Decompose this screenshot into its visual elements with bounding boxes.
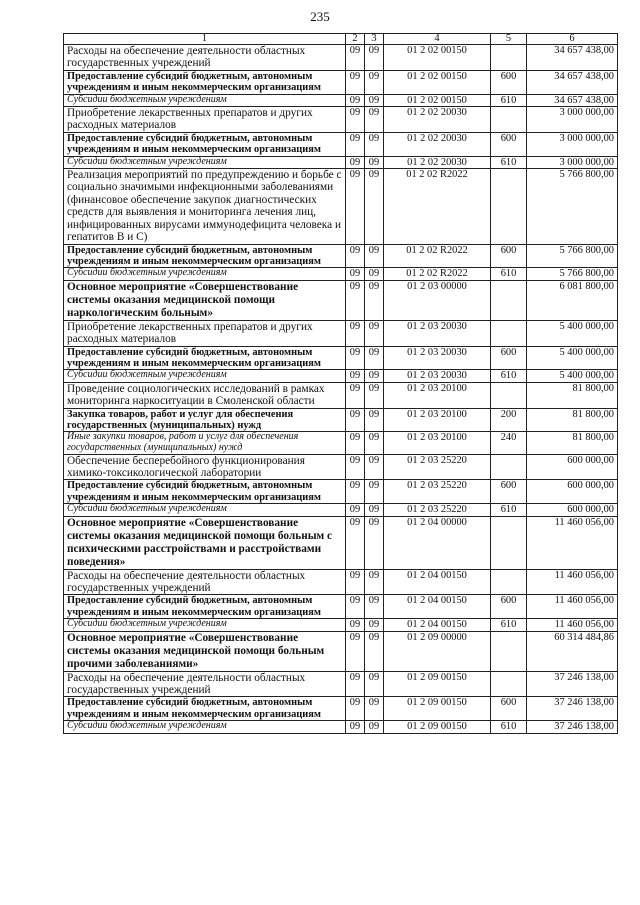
row-subsection-code: 09 [365,244,384,268]
row-expense-type: 610 [491,94,527,106]
row-section-code: 09 [346,480,365,504]
row-name: Субсидии бюджетным учреждениям [64,619,346,631]
row-name: Предоставление субсидий бюджетным, автономным учреждениям и иным некоммерческим организациям [64,697,346,721]
row-target-code: 01 2 02 00150 [384,94,491,106]
row-section-code: 09 [346,156,365,168]
row-name: Реализация мероприятий по предупреждению и борьбе с социально значимыми инфекционными заболеваниями (финансовое обеспечение закупок диагностических средств для выявления и мониторинга лечения лиц, инфицированных вирусами иммунодефицита человека и гепатитов В и С) [64,169,346,244]
row-subsection-code: 09 [365,280,384,320]
row-subsection-code: 09 [365,268,384,280]
row-target-code: 01 2 02 20030 [384,132,491,156]
row-expense-type [491,382,527,408]
table-row [64,320,618,346]
row-section-code: 09 [346,320,365,346]
row-expense-type [491,320,527,346]
table-row [64,370,618,382]
row-target-code: 01 2 02 20030 [384,156,491,168]
row-target-code: 01 2 03 00000 [384,280,491,320]
row-target-code: 01 2 04 00150 [384,569,491,595]
row-subsection-code: 09 [365,382,384,408]
column-number-row [64,34,618,45]
row-name: Предоставление субсидий бюджетным, автономным учреждениям и иным некоммерческим организациям [64,244,346,268]
table-row [64,671,618,697]
row-subsection-code: 09 [365,45,384,71]
row-expense-type [491,516,527,569]
table-row [64,280,618,320]
row-amount: 81 800,00 [527,432,618,454]
row-name: Предоставление субсидий бюджетным, автономным учреждениям и иным некоммерческим организациям [64,346,346,370]
table-row [64,595,618,619]
row-amount: 37 246 138,00 [527,721,618,733]
row-section-code: 09 [346,619,365,631]
table-row [64,107,618,133]
row-subsection-code: 09 [365,370,384,382]
row-amount: 37 246 138,00 [527,671,618,697]
row-name: Субсидии бюджетным учреждениям [64,504,346,516]
row-section-code: 09 [346,268,365,280]
row-target-code: 01 2 04 00150 [384,595,491,619]
row-target-code: 01 2 03 20100 [384,408,491,432]
row-section-code: 09 [346,631,365,671]
row-expense-type: 600 [491,595,527,619]
table-row [64,382,618,408]
row-subsection-code: 09 [365,516,384,569]
row-name: Субсидии бюджетным учреждениям [64,721,346,733]
table-row [64,156,618,168]
row-amount: 5 766 800,00 [527,169,618,244]
row-target-code: 01 2 02 R2022 [384,169,491,244]
row-name: Обеспечение бесперебойного функционирования химико-токсикологической лаборатории [64,454,346,480]
table-row [64,569,618,595]
row-section-code: 09 [346,45,365,71]
row-name: Основное мероприятие «Совершенствование системы оказания медицинской помощи наркологическим больным» [64,280,346,320]
row-amount: 34 657 438,00 [527,45,618,71]
row-name: Предоставление субсидий бюджетным, автономным учреждениям и иным некоммерческим организациям [64,480,346,504]
row-name: Субсидии бюджетным учреждениям [64,268,346,280]
row-subsection-code: 09 [365,671,384,697]
row-expense-type: 240 [491,432,527,454]
column-number: 4 [384,34,491,45]
row-target-code: 01 2 09 00150 [384,721,491,733]
table-row [64,70,618,94]
row-amount: 600 000,00 [527,480,618,504]
row-subsection-code: 09 [365,169,384,244]
row-section-code: 09 [346,107,365,133]
row-amount: 3 000 000,00 [527,107,618,133]
row-subsection-code: 09 [365,320,384,346]
row-subsection-code: 09 [365,432,384,454]
row-expense-type [491,169,527,244]
row-amount: 81 800,00 [527,408,618,432]
row-section-code: 09 [346,280,365,320]
row-section-code: 09 [346,244,365,268]
row-target-code: 01 2 09 00000 [384,631,491,671]
table-row [64,244,618,268]
table-body [64,45,618,734]
row-section-code: 09 [346,721,365,733]
row-subsection-code: 09 [365,697,384,721]
row-name: Основное мероприятие «Совершенствование системы оказания медицинской помощи больным прочими заболеваниями» [64,631,346,671]
row-subsection-code: 09 [365,454,384,480]
table-row [64,516,618,569]
table-row [64,45,618,71]
table-row [64,504,618,516]
row-target-code: 01 2 03 20100 [384,382,491,408]
row-subsection-code: 09 [365,504,384,516]
row-name: Приобретение лекарственных препаратов и других расходных материалов [64,107,346,133]
row-section-code: 09 [346,697,365,721]
row-section-code: 09 [346,595,365,619]
row-subsection-code: 09 [365,408,384,432]
row-name: Предоставление субсидий бюджетным, автономным учреждениям и иным некоммерческим организациям [64,132,346,156]
row-subsection-code: 09 [365,107,384,133]
row-section-code: 09 [346,169,365,244]
row-expense-type: 610 [491,619,527,631]
row-section-code: 09 [346,370,365,382]
row-expense-type: 610 [491,370,527,382]
budget-table [63,33,618,734]
row-amount: 60 314 484,86 [527,631,618,671]
table-header [64,34,618,45]
row-name: Субсидии бюджетным учреждениям [64,156,346,168]
page-number: 235 [310,9,330,24]
row-amount: 5 400 000,00 [527,346,618,370]
table-row [64,619,618,631]
row-name: Проведение социологических исследований в рамках мониторинга наркоситуации в Смоленской области [64,382,346,408]
row-subsection-code: 09 [365,132,384,156]
row-subsection-code: 09 [365,70,384,94]
table-row [64,432,618,454]
row-target-code: 01 2 03 20030 [384,370,491,382]
row-name: Основное мероприятие «Совершенствование системы оказания медицинской помощи больным с психическими расстройствами и расстройствами поведения» [64,516,346,569]
row-target-code: 01 2 03 25220 [384,480,491,504]
row-section-code: 09 [346,432,365,454]
row-expense-type [491,454,527,480]
row-subsection-code: 09 [365,156,384,168]
row-subsection-code: 09 [365,346,384,370]
row-section-code: 09 [346,132,365,156]
row-subsection-code: 09 [365,94,384,106]
row-name: Субсидии бюджетным учреждениям [64,370,346,382]
row-amount: 34 657 438,00 [527,70,618,94]
row-target-code: 01 2 03 20100 [384,432,491,454]
table-row [64,268,618,280]
row-amount: 11 460 056,00 [527,595,618,619]
table-row [64,697,618,721]
table-row [64,408,618,432]
row-amount: 3 000 000,00 [527,132,618,156]
row-subsection-code: 09 [365,619,384,631]
row-target-code: 01 2 02 R2022 [384,268,491,280]
table-row [64,94,618,106]
column-number: 5 [491,34,527,45]
row-name: Предоставление субсидий бюджетным, автономным учреждениям и иным некоммерческим организациям [64,595,346,619]
row-expense-type: 600 [491,70,527,94]
row-name: Приобретение лекарственных препаратов и других расходных материалов [64,320,346,346]
row-expense-type: 610 [491,504,527,516]
row-expense-type [491,107,527,133]
table-row [64,454,618,480]
row-expense-type: 610 [491,156,527,168]
row-name: Расходы на обеспечение деятельности областных государственных учреждений [64,45,346,71]
column-number: 6 [527,34,618,45]
row-target-code: 01 2 03 20030 [384,320,491,346]
row-subsection-code: 09 [365,721,384,733]
row-amount: 11 460 056,00 [527,619,618,631]
row-section-code: 09 [346,408,365,432]
row-target-code: 01 2 04 00000 [384,516,491,569]
row-target-code: 01 2 09 00150 [384,697,491,721]
row-amount: 37 246 138,00 [527,697,618,721]
row-amount: 5 766 800,00 [527,244,618,268]
row-expense-type: 600 [491,132,527,156]
row-expense-type [491,569,527,595]
row-target-code: 01 2 03 25220 [384,454,491,480]
row-subsection-code: 09 [365,595,384,619]
row-target-code: 01 2 04 00150 [384,619,491,631]
table-row [64,169,618,244]
table-row [64,480,618,504]
row-subsection-code: 09 [365,480,384,504]
row-expense-type [491,631,527,671]
row-expense-type [491,280,527,320]
row-target-code: 01 2 02 R2022 [384,244,491,268]
row-section-code: 09 [346,569,365,595]
row-amount: 5 400 000,00 [527,320,618,346]
row-expense-type: 610 [491,268,527,280]
row-section-code: 09 [346,516,365,569]
row-expense-type [491,45,527,71]
row-section-code: 09 [346,382,365,408]
row-expense-type: 200 [491,408,527,432]
table-row [64,346,618,370]
row-target-code: 01 2 02 00150 [384,70,491,94]
row-expense-type: 600 [491,480,527,504]
table-row [64,631,618,671]
row-subsection-code: 09 [365,569,384,595]
row-target-code: 01 2 03 20030 [384,346,491,370]
row-section-code: 09 [346,346,365,370]
row-amount: 5 400 000,00 [527,370,618,382]
table-row [64,132,618,156]
row-name: Расходы на обеспечение деятельности областных государственных учреждений [64,569,346,595]
row-name: Субсидии бюджетным учреждениям [64,94,346,106]
row-amount: 600 000,00 [527,504,618,516]
column-number: 2 [346,34,365,45]
row-amount: 6 081 800,00 [527,280,618,320]
row-target-code: 01 2 02 20030 [384,107,491,133]
column-number: 1 [64,34,346,45]
row-target-code: 01 2 03 25220 [384,504,491,516]
row-amount: 600 000,00 [527,454,618,480]
row-name: Закупка товаров, работ и услуг для обеспечения государственных (муниципальных) нужд [64,408,346,432]
row-expense-type: 600 [491,346,527,370]
table-row [64,721,618,733]
row-expense-type: 600 [491,244,527,268]
row-amount: 11 460 056,00 [527,516,618,569]
row-expense-type: 610 [491,721,527,733]
row-amount: 81 800,00 [527,382,618,408]
row-amount: 11 460 056,00 [527,569,618,595]
row-expense-type [491,671,527,697]
row-expense-type: 600 [491,697,527,721]
column-number: 3 [365,34,384,45]
row-section-code: 09 [346,94,365,106]
row-name: Предоставление субсидий бюджетным, автономным учреждениям и иным некоммерческим организациям [64,70,346,94]
row-section-code: 09 [346,671,365,697]
row-amount: 34 657 438,00 [527,94,618,106]
row-target-code: 01 2 09 00150 [384,671,491,697]
row-section-code: 09 [346,504,365,516]
row-section-code: 09 [346,70,365,94]
row-amount: 5 766 800,00 [527,268,618,280]
row-name: Иные закупки товаров, работ и услуг для обеспечения государственных (муниципальных) нужд [64,432,346,454]
row-target-code: 01 2 02 00150 [384,45,491,71]
row-subsection-code: 09 [365,631,384,671]
row-section-code: 09 [346,454,365,480]
row-amount: 3 000 000,00 [527,156,618,168]
row-name: Расходы на обеспечение деятельности областных государственных учреждений [64,671,346,697]
